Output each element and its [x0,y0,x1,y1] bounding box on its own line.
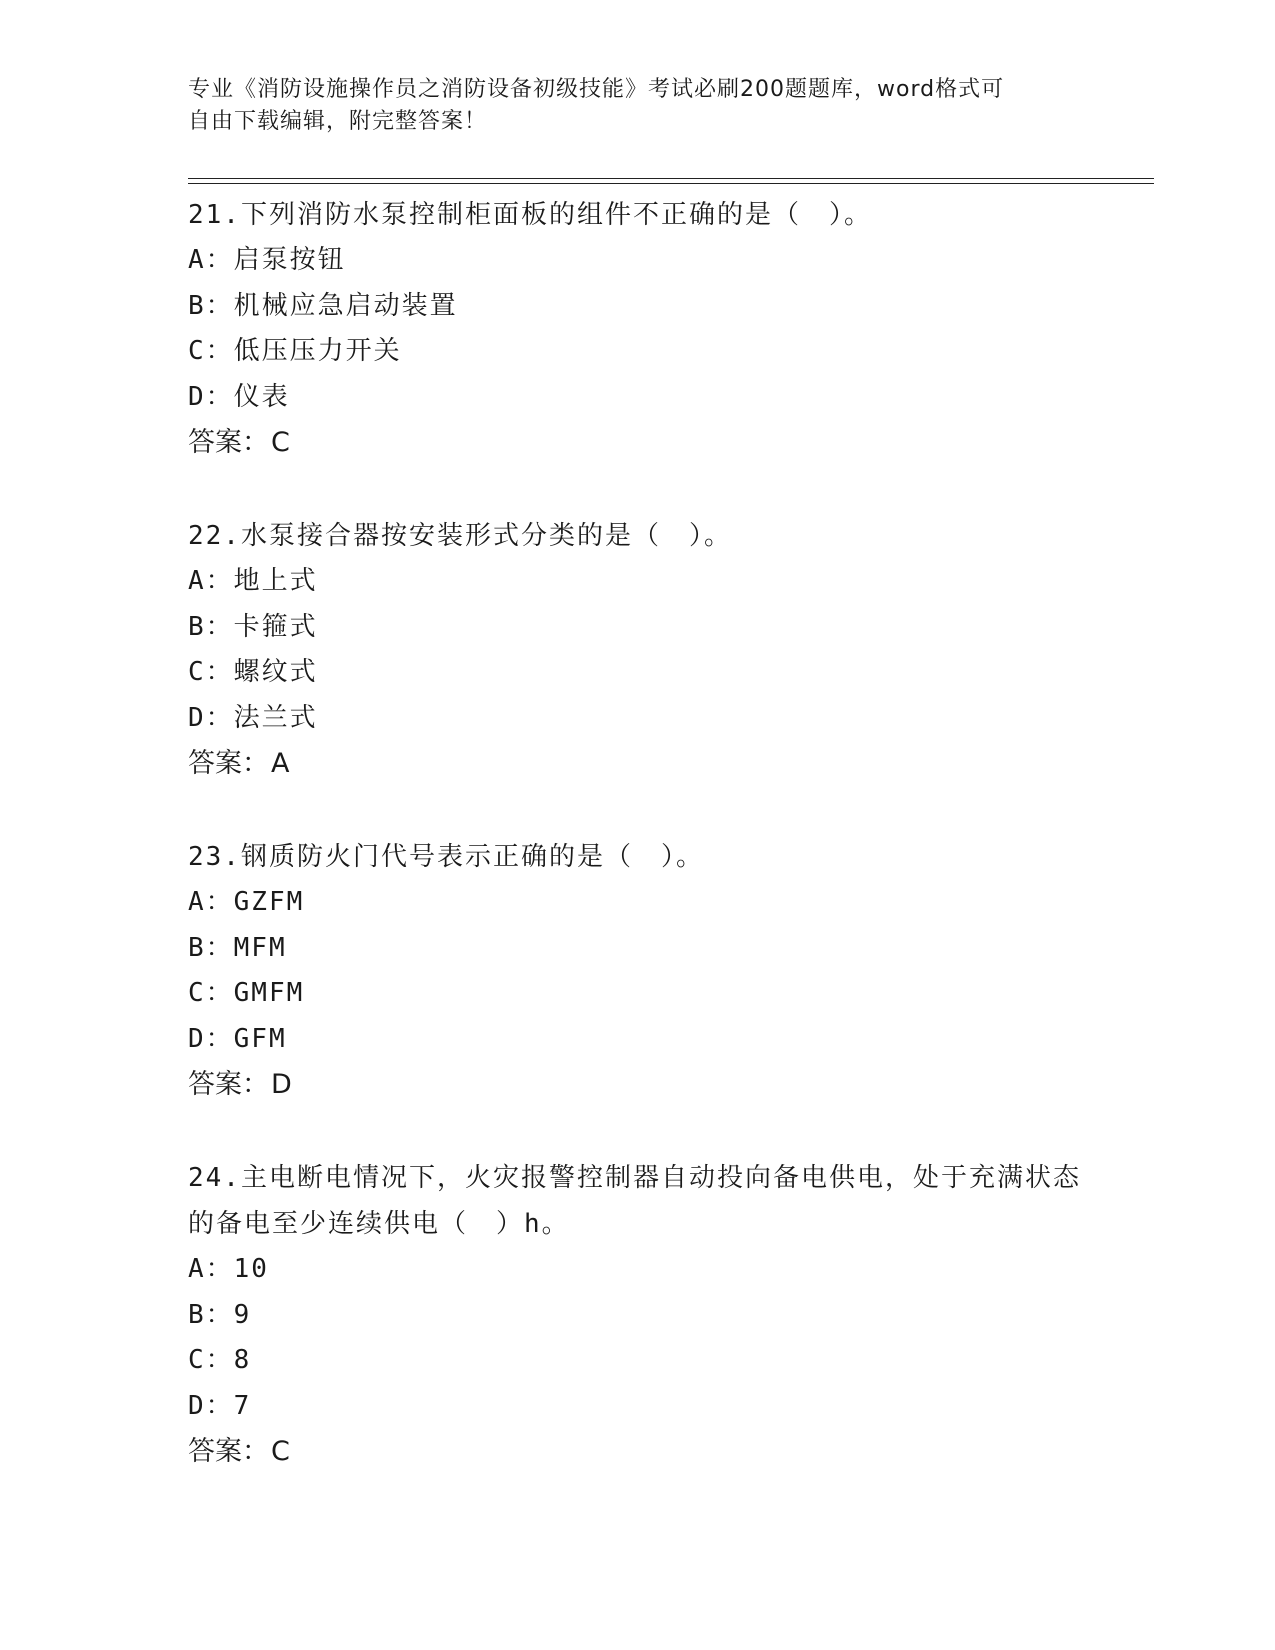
option-c: C：8 [188,1345,252,1375]
header-divider-top [188,178,1154,179]
answer-line [188,1062,1088,1108]
option-d: D：法兰式 [188,702,318,733]
question-stem: 24.主电断电情况下，火灾报警控制器自动投向备电供电，处于充满状态的备电至少连续供电（ ）h。 [188,1163,1081,1239]
option-c: C：GMFM [188,978,305,1008]
question-stem: 22.水泵接合器按安装形式分类的是（ ）。 [188,521,732,551]
header-title-line-1: 专业《消防设施操作员之消防设备初级技能》考试必刷200题题库，word格式可 [188,77,1005,102]
answer-line [188,741,1088,787]
question-23 [188,834,1088,1108]
answer-value: C [271,427,290,458]
answer-value: D [271,1069,292,1100]
question-list [188,192,1088,1522]
option-d: D：7 [188,1390,252,1421]
question-stem: 21.下列消防水泵控制柜面板的组件不正确的是（ ）。 [188,200,872,230]
answer-line [188,1429,1088,1475]
option-c: C：螺纹式 [188,657,318,687]
option-b: B：9 [188,1299,252,1330]
question-22 [188,513,1088,787]
answer-value: C [271,1436,290,1467]
question-stem: 23.钢质防火门代号表示正确的是（ ）。 [188,842,704,872]
question-21 [188,192,1088,466]
option-d: D：仪表 [188,381,290,412]
option-a: A：启泵按钮 [188,245,346,275]
header-title-line-2: 自由下载编辑，附完整答案！ [188,109,488,134]
answer-line [188,420,1088,466]
header-divider-bottom [188,183,1154,184]
option-b: B：卡箍式 [188,611,318,642]
option-d: D：GFM [188,1023,287,1054]
option-a: A：10 [188,1254,269,1284]
answer-value: A [271,748,290,779]
option-a: A：地上式 [188,566,318,596]
answer-label: 答案： [188,1069,269,1100]
option-b: B：机械应急启动装置 [188,290,458,321]
question-24 [188,1155,1088,1475]
option-a: A：GZFM [188,887,305,917]
answer-label: 答案： [188,1436,269,1467]
option-c: C：低压压力开关 [188,336,402,366]
option-b: B：MFM [188,932,287,963]
document-header [188,74,1088,138]
answer-label: 答案： [188,748,269,779]
answer-label: 答案： [188,427,269,458]
